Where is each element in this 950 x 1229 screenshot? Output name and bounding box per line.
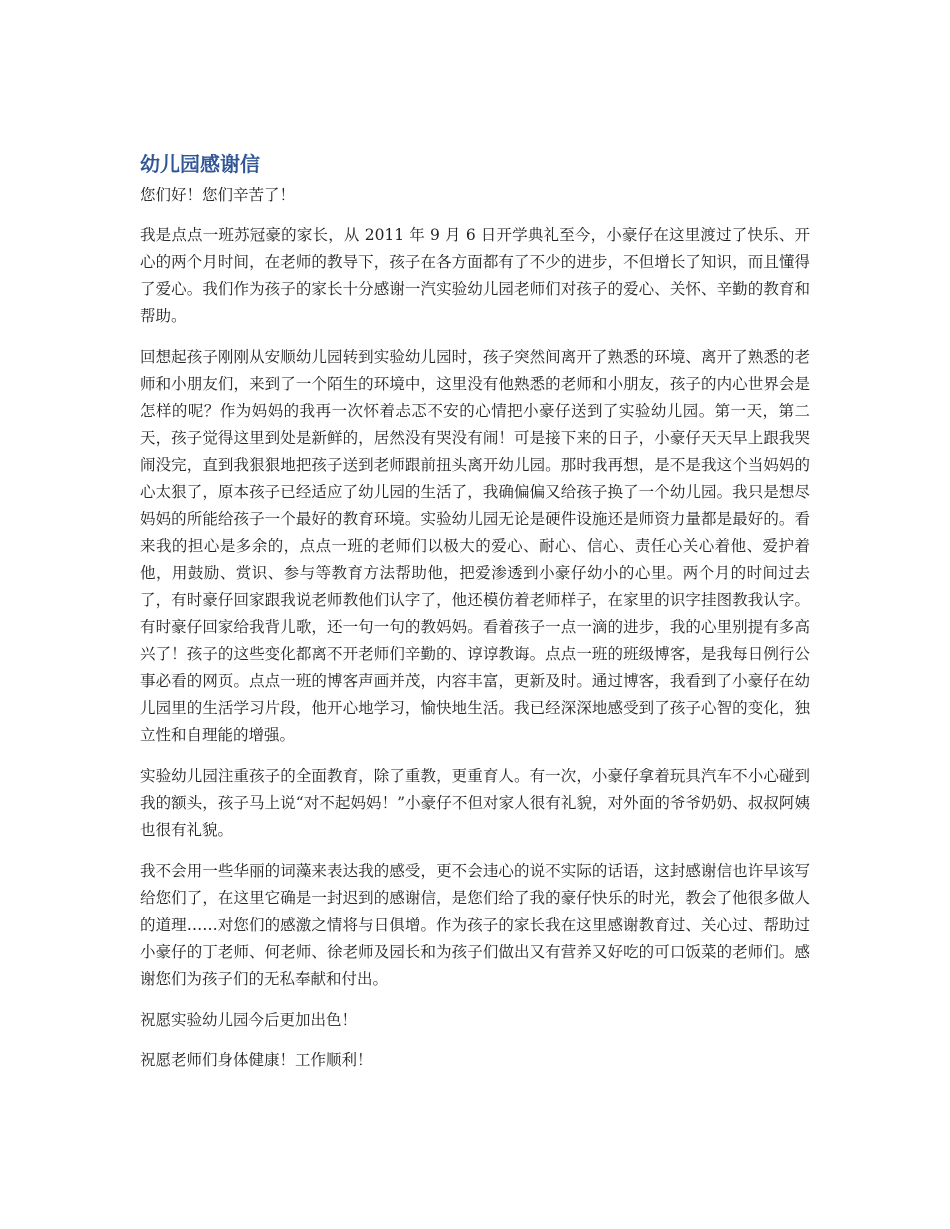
paragraph-4: 我不会用一些华丽的词藻来表达我的感受，更不会违心的说不实际的话语，这封感谢信也许早该写给您们了，在这里它确是一封迟到的感谢信，是您们给了我的豪仔快乐的时光，教会了他很多做人的道理……对您们的感激之情将与日俱增。作为孩子的家长我在这里感谢教育过、关心过、帮助过小豪仔的丁老师、何老师、徐老师及园长和为孩子们做出又有营养又好吃的可口饭菜的老师们。感谢您们为孩子们的无私奉献和付出。 xyxy=(140,862,810,988)
greeting: 您们好！您们辛苦了！ xyxy=(140,186,296,204)
paragraph-1: 我是点点一班苏冠豪的家长，从 2011 年 9 月 6 日开学典礼至今，小豪仔在这里渡过了快乐、开心的两个月时间，在老师的教导下，孩子在各方面都有了不少的进步，不但增长了知识，而且懂得了爱心。我们作为孩子的家长十分感谢一汽实验幼儿园老师们对孩子的爱心、关怀、辛勤的教育和帮助。 xyxy=(140,226,810,325)
paragraph-3: 实验幼儿园注重孩子的全面教育，除了重教，更重育人。有一次，小豪仔拿着玩具汽车不小心碰到我的额头，孩子马上说“对不起妈妈！”小豪仔不但对家人很有礼貌，对外面的爷爷奶奶、叔叔阿姨也很有礼貌。 xyxy=(140,767,810,839)
paragraph-2: 回想起孩子刚刚从安顺幼儿园转到实验幼儿园时，孩子突然间离开了熟悉的环境、离开了熟悉的老师和小朋友们，来到了一个陌生的环境中，这里没有他熟悉的老师和小朋友，孩子的内心世界会是怎样的呢？作为妈妈的我再一次怀着忐忑不安的心情把小豪仔送到了实验幼儿园。第一天，第二天，孩子觉得这里到处是新鲜的，居然没有哭没有闹！可是接下来的日子，小豪仔天天早上跟我哭闹没完，直到我狠狠地把孩子送到老师跟前扭头离开幼儿园。那时我再想，是不是我这个当妈妈的心太狠了，原本孩子已经适应了幼儿园的生活了，我确偏偏又给孩子换了一个幼儿园。我只是想尽妈妈的所能给孩子一个最好的教育环境。实验幼儿园无论是硬件设施还是师资力量都是最好的。看来我的担心是多余的，点点一班的老师们以极大的爱心、耐心、信心、责任心关心着他、爱护着他，用鼓励、赏识、参与等教育方法帮助他，把爱渗透到小豪仔幼小的心里。两个月的时间过去了，有时豪仔回家跟我说老师教他们认字了，他还模仿着老师样子，在家里的识字挂图教我认字。有时豪仔回家给我背儿歌，还一句一句的教妈妈。看着孩子一点一滴的进步，我的心里别提有多高兴了！孩子的这些变化都离不开老师们辛勤的、谆谆教诲。点点一班的班级博客，是我每日例行公事必看的网页。点点一班的博客声画并茂，内容丰富，更新及时。通过博客，我看到了小豪仔在幼儿园里的生活学习片段，他开心地学习，愉快地生活。我已经深深地感受到了孩子心智的变化，独立性和自理能的增强。 xyxy=(140,348,810,744)
document-page xyxy=(140,150,810,1087)
document-title: 幼儿园感谢信 xyxy=(140,152,260,176)
closing-wish-2: 祝愿老师们身体健康！工作顺利！ xyxy=(140,1051,373,1069)
closing-wish-1: 祝愿实验幼儿园今后更加出色！ xyxy=(140,1011,358,1029)
